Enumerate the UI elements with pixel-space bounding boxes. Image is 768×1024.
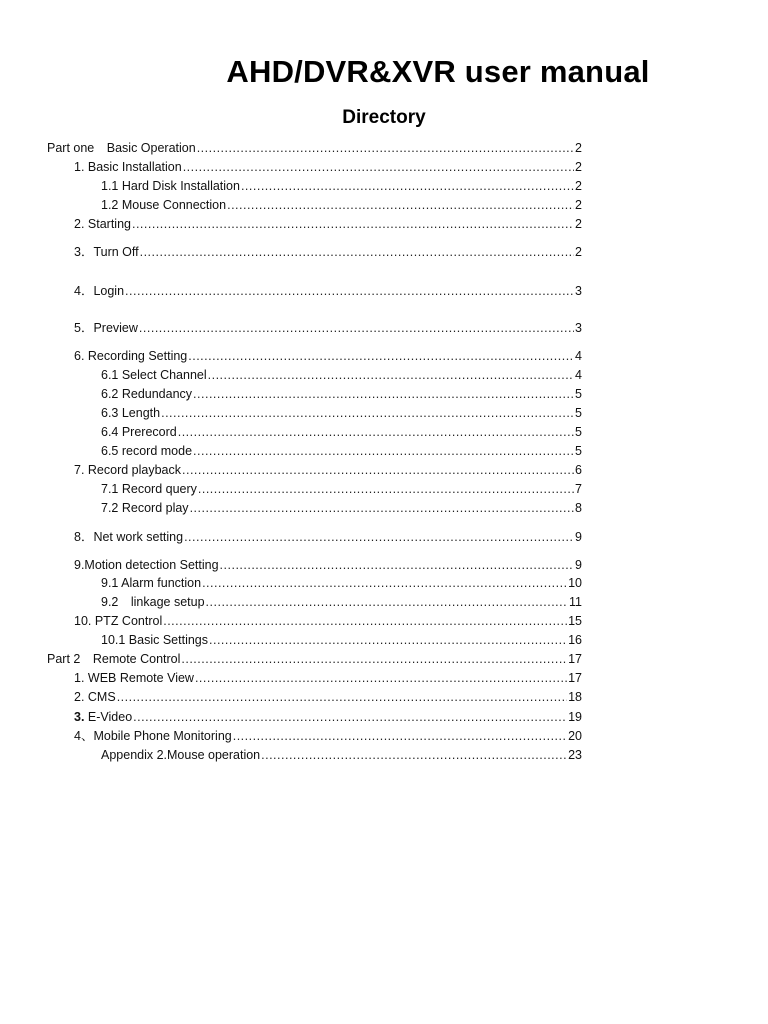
toc-leader-dots [202,575,567,591]
toc-entry-mouse-connection[interactable] [101,197,582,213]
toc-leader-dots [161,405,574,421]
toc-leader-dots [241,178,574,194]
toc-entry-prerecord[interactable] [101,424,582,440]
toc-entry-length[interactable] [101,405,582,421]
toc-page-number: 16 [568,633,582,647]
toc-entry-label: 9.1 Alarm function [101,576,202,590]
toc-page-number: 5 [575,444,582,458]
toc-leader-dots [208,367,574,383]
toc-leader-dots [117,689,567,705]
toc-entry-preview[interactable] [74,320,582,336]
toc-entry-text: E-Video [84,710,133,724]
toc-page-number: 2 [575,160,582,174]
toc-entry-label: 9.2 linkage setup [101,595,205,609]
toc-leader-dots [233,728,567,744]
toc-page-number: 5 [575,425,582,439]
toc-leader-dots [261,747,567,763]
toc-leader-dots [195,670,567,686]
toc-leader-dots [188,348,574,364]
toc-entry-label: 9.Motion detection Setting [74,558,219,572]
toc-page-number: 2 [575,179,582,193]
toc-entry-label: 10. PTZ Control [74,614,163,628]
toc-leader-dots [184,529,574,545]
toc-entry-label: Appendix 2.Mouse operation [101,748,261,762]
toc-entry-label: 2. Starting [74,217,131,231]
directory-heading: Directory [342,107,426,128]
toc-entry-select-channel[interactable] [101,367,582,383]
toc-page-number: 23 [568,748,582,762]
toc-entry-redundancy[interactable] [101,386,582,402]
toc-leader-dots [181,651,567,667]
toc-entry-label: Part 2 Remote Control [47,652,181,666]
toc-page-number: 3 [575,321,582,335]
toc-entry-basic-settings[interactable] [101,632,582,648]
toc-page-number: 5 [575,406,582,420]
toc-page-number: 10 [568,576,582,590]
toc-leader-dots [133,709,567,725]
toc-leader-dots [193,443,574,459]
toc-page-number: 6 [575,463,582,477]
toc-entry-part-one[interactable] [47,140,582,156]
toc-page-number: 17 [568,671,582,685]
toc-entry-linkage-setup[interactable] [101,594,582,610]
toc-entry-starting[interactable] [74,216,582,232]
toc-page-number: 3 [575,284,582,298]
toc-entry-label: 5．Preview [74,321,138,335]
toc-page-number: 18 [568,690,582,704]
toc-entry-label: 6.3 Length [101,406,161,420]
toc-entry-label [74,709,132,725]
toc-page-number: 8 [575,501,582,515]
toc-page-number: 2 [575,198,582,212]
toc-entry-alarm-function[interactable] [101,575,582,591]
toc-leader-dots [190,500,574,516]
toc-entry-ptz-control[interactable] [74,613,582,629]
toc-entry-label: 7.2 Record play [101,501,189,515]
toc-leader-dots [139,320,574,336]
toc-page-number: 17 [568,652,582,666]
toc-leader-dots [220,557,575,573]
toc-entry-hard-disk-installation[interactable] [101,178,582,194]
toc-entry-web-remote-view[interactable] [74,670,582,686]
toc-entry-motion-detection-setting[interactable] [74,557,582,573]
toc-entry-cms[interactable] [74,689,582,705]
toc-leader-dots [206,594,568,610]
toc-entry-mobile-phone-monitoring[interactable] [74,728,582,744]
toc-entry-label: 6.4 Prerecord [101,425,177,439]
document-title: AHD/DVR&XVR user manual [226,54,650,89]
toc-entry-label: 1. Basic Installation [74,160,182,174]
toc-entry-appendix-mouse-operation[interactable] [101,747,582,763]
toc-entry-login[interactable] [74,283,582,299]
toc-leader-dots [132,216,574,232]
toc-entry-label: 8．Net work setting [74,530,184,544]
toc-entry-label: 2. CMS [74,690,116,704]
toc-entry-number: 3. [74,710,85,724]
toc-entry-turn-off[interactable] [74,244,582,260]
toc-entry-basic-installation[interactable] [74,159,582,175]
toc-entry-label: 10.1 Basic Settings [101,633,209,647]
toc-entry-label: 1. WEB Remote View [74,671,194,685]
toc-leader-dots [193,386,574,402]
toc-entry-e-video[interactable] [74,709,582,725]
toc-entry-record-query[interactable] [101,481,582,497]
toc-entry-net-work-setting[interactable] [74,529,582,545]
toc-entry-label: 6.1 Select Channel [101,368,207,382]
toc-entry-label: 6.5 record mode [101,444,193,458]
toc-entry-label: 6. Recording Setting [74,349,188,363]
toc-page-number: 5 [575,387,582,401]
toc-entry-label: Part one Basic Operation [47,141,196,155]
toc-leader-dots [183,159,574,175]
toc-entry-part-2-remote-control[interactable] [47,651,582,667]
toc-page-number: 4 [575,368,582,382]
toc-leader-dots [209,632,567,648]
toc-entry-label: 3．Turn Off [74,245,139,259]
toc-leader-dots [140,244,574,260]
toc-entry-label: 7.1 Record query [101,482,197,496]
toc-leader-dots [227,197,574,213]
toc-entry-record-play[interactable] [101,500,582,516]
toc-entry-record-mode[interactable] [101,443,582,459]
toc-entry-label: 4、Mobile Phone Monitoring [74,729,232,743]
toc-entry-recording-setting[interactable] [74,348,582,364]
toc-page-number: 2 [575,141,582,155]
toc-page-number: 2 [575,217,582,231]
toc-entry-label: 4．Login [74,284,125,298]
toc-entry-label: 1.1 Hard Disk Installation [101,179,240,193]
toc-page-number: 2 [575,245,582,259]
toc-page-number: 9 [575,558,582,572]
toc-leader-dots [198,481,574,497]
toc-page-number: 4 [575,349,582,363]
toc-leader-dots [163,613,567,629]
toc-leader-dots [125,283,574,299]
toc-page-number: 20 [568,729,582,743]
toc-entry-record-playback[interactable] [74,462,582,478]
toc-page-number: 19 [568,710,582,724]
toc-entry-label: 1.2 Mouse Connection [101,198,227,212]
toc-page-number: 15 [568,614,582,628]
toc-page-number: 11 [569,595,582,609]
toc-leader-dots [178,424,574,440]
toc-entry-label: 6.2 Redundancy [101,387,193,401]
toc-leader-dots [182,462,574,478]
toc-entry-label: 7. Record playback [74,463,182,477]
toc-leader-dots [197,140,574,156]
toc-page-number: 9 [575,530,582,544]
toc-page-number: 7 [575,482,582,496]
